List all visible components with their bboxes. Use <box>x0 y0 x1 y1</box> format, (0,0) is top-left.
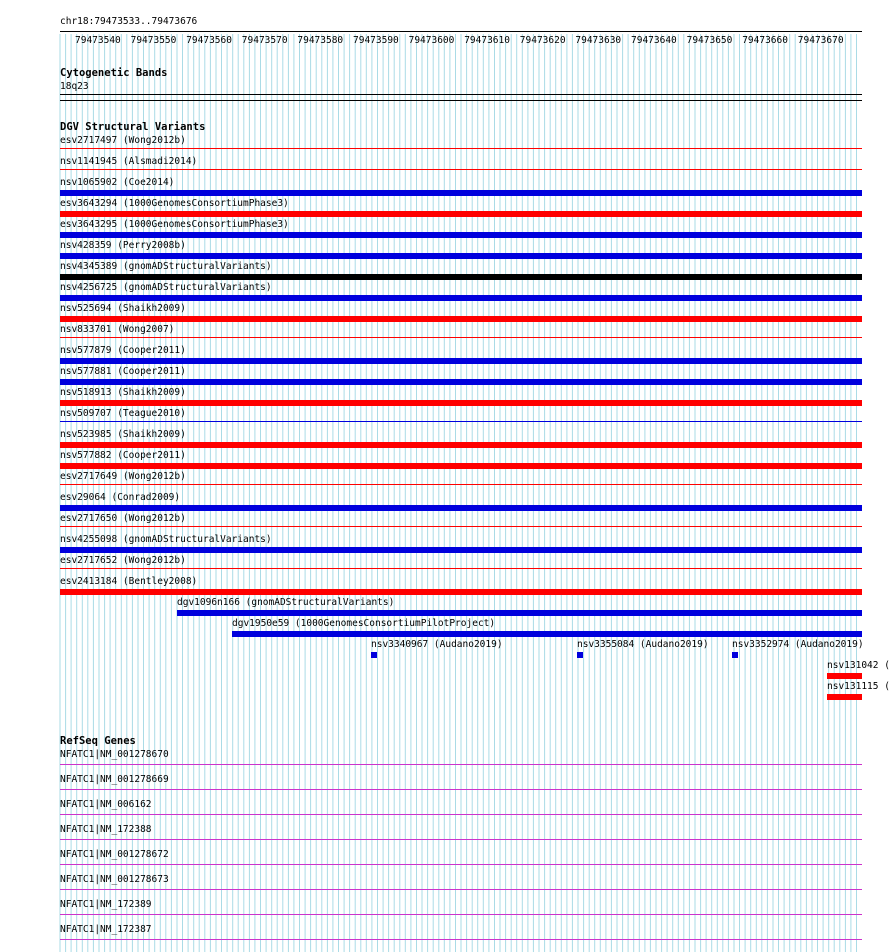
gene-intron-line[interactable] <box>60 939 862 940</box>
ruler-tick-label: 79473550 <box>130 35 177 46</box>
ruler-axis <box>60 31 862 32</box>
variant-label[interactable]: nsv525694 (Shaikh2009) <box>60 303 186 314</box>
variant-bar[interactable] <box>60 316 862 322</box>
ruler-tick-label: 79473620 <box>519 35 566 46</box>
gene-intron-line[interactable] <box>60 889 862 890</box>
variant-bar[interactable] <box>60 148 862 149</box>
gene-intron-line[interactable] <box>60 764 862 765</box>
cytoband-bar[interactable] <box>60 94 862 95</box>
variant-bar[interactable] <box>60 442 862 448</box>
dgv-track-title: DGV Structural Variants <box>60 121 206 133</box>
variant-label[interactable]: esv2717652 (Wong2012b) <box>60 555 186 566</box>
gene-label[interactable]: NFATC1|NM_001278672 <box>60 849 169 860</box>
variant-bar[interactable] <box>371 652 377 658</box>
variant-label[interactable]: nsv3355084 (Audano2019) <box>577 639 709 650</box>
variant-bar[interactable] <box>232 631 862 637</box>
ruler-tick-label: 79473630 <box>575 35 622 46</box>
variant-label[interactable]: nsv509707 (Teague2010) <box>60 408 186 419</box>
variant-bar[interactable] <box>60 463 862 469</box>
variant-bar[interactable] <box>60 232 862 238</box>
variant-bar[interactable] <box>60 295 862 301</box>
track-divider <box>60 100 862 101</box>
gene-label[interactable]: NFATC1|NM_001278673 <box>60 874 169 885</box>
variant-label[interactable]: nsv518913 (Shaikh2009) <box>60 387 186 398</box>
variant-label[interactable]: nsv1141945 (Alsmadi2014) <box>60 156 198 167</box>
variant-label[interactable]: nsv428359 (Perry2008b) <box>60 240 186 251</box>
variant-bar[interactable] <box>827 673 862 679</box>
variant-bar[interactable] <box>60 568 862 569</box>
variant-label[interactable]: nsv131115 ( <box>827 681 890 692</box>
variant-bar[interactable] <box>60 379 862 385</box>
variant-bar[interactable] <box>60 589 862 595</box>
variant-bar[interactable] <box>60 337 862 338</box>
gene-intron-line[interactable] <box>60 789 862 790</box>
gene-intron-line[interactable] <box>60 914 862 915</box>
variant-bar[interactable] <box>60 358 862 364</box>
variant-label[interactable]: nsv833701 (Wong2007) <box>60 324 175 335</box>
variant-label[interactable]: nsv131042 ( <box>827 660 890 671</box>
variant-bar[interactable] <box>60 421 862 422</box>
variant-bar[interactable] <box>177 610 862 616</box>
variant-label[interactable]: nsv577882 (Cooper2011) <box>60 450 186 461</box>
variant-bar[interactable] <box>732 652 738 658</box>
ruler-tick-label: 79473580 <box>297 35 344 46</box>
locus-label: chr18:79473533..79473676 <box>60 16 198 27</box>
variant-label[interactable]: nsv4255098 (gnomADStructuralVariants) <box>60 534 272 545</box>
variant-label[interactable]: esv2413184 (Bentley2008) <box>60 576 198 587</box>
variant-bar[interactable] <box>60 484 862 485</box>
variant-bar[interactable] <box>60 505 862 511</box>
ruler-tick-label: 79473560 <box>186 35 232 46</box>
variant-bar[interactable] <box>577 652 583 658</box>
variant-label[interactable]: esv2717649 (Wong2012b) <box>60 471 186 482</box>
cytoband-label[interactable]: 18q23 <box>60 81 89 92</box>
variant-bar[interactable] <box>60 211 862 217</box>
ruler-tick-label: 79473610 <box>464 35 510 46</box>
variant-label[interactable]: esv2717497 (Wong2012b) <box>60 135 186 146</box>
variant-bar[interactable] <box>60 253 862 259</box>
ruler-tick-label: 79473640 <box>631 35 677 46</box>
ruler-tick-label: 79473670 <box>797 35 844 46</box>
variant-bar[interactable] <box>60 274 862 280</box>
gene-label[interactable]: NFATC1|NM_001278670 <box>60 749 169 760</box>
ruler-tick-label: 79473600 <box>408 35 455 46</box>
gene-label[interactable]: NFATC1|NM_172387 <box>60 924 152 935</box>
ruler-tick-label: 79473660 <box>742 35 788 46</box>
gene-label[interactable]: NFATC1|NM_006162 <box>60 799 152 810</box>
variant-bar[interactable] <box>60 169 862 170</box>
variant-bar[interactable] <box>827 694 862 700</box>
gene-label[interactable]: NFATC1|NM_172388 <box>60 824 152 835</box>
variant-bar[interactable] <box>60 400 862 406</box>
ruler-tick-label: 79473540 <box>75 35 121 46</box>
variant-label[interactable]: dgv1950e59 (1000GenomesConsortiumPilotProject) <box>232 618 496 629</box>
variant-label[interactable]: esv29064 (Conrad2009) <box>60 492 181 503</box>
variant-label[interactable]: esv3643294 (1000GenomesConsortiumPhase3) <box>60 198 289 209</box>
ruler-tick-label: 79473650 <box>686 35 733 46</box>
ruler-tick-label: 79473570 <box>241 35 288 46</box>
variant-bar[interactable] <box>60 526 862 527</box>
refseq-track-title: RefSeq Genes <box>60 735 136 747</box>
variant-bar[interactable] <box>60 190 862 196</box>
variant-label[interactable]: nsv4345389 (gnomADStructuralVariants) <box>60 261 272 272</box>
variant-label[interactable]: nsv577881 (Cooper2011) <box>60 366 186 377</box>
variant-label[interactable]: nsv3340967 (Audano2019) <box>371 639 503 650</box>
gene-intron-line[interactable] <box>60 814 862 815</box>
variant-label[interactable]: nsv523985 (Shaikh2009) <box>60 429 186 440</box>
ruler-tick-label: 79473590 <box>353 35 399 46</box>
gene-intron-line[interactable] <box>60 864 862 865</box>
gene-intron-line[interactable] <box>60 839 862 840</box>
gene-label[interactable]: NFATC1|NM_001278669 <box>60 774 169 785</box>
cytoband-track-title: Cytogenetic Bands <box>60 67 168 79</box>
gene-label[interactable]: NFATC1|NM_172389 <box>60 899 152 910</box>
variant-label[interactable]: dgv1096n166 (gnomADStructuralVariants) <box>177 597 395 608</box>
variant-label[interactable]: esv2717650 (Wong2012b) <box>60 513 186 524</box>
variant-label[interactable]: nsv4256725 (gnomADStructuralVariants) <box>60 282 272 293</box>
variant-bar[interactable] <box>60 547 862 553</box>
variant-label[interactable]: nsv577879 (Cooper2011) <box>60 345 186 356</box>
variant-label[interactable]: nsv3352974 (Audano2019) <box>732 639 864 650</box>
variant-label[interactable]: nsv1065902 (Coe2014) <box>60 177 175 188</box>
variant-label[interactable]: esv3643295 (1000GenomesConsortiumPhase3) <box>60 219 289 230</box>
